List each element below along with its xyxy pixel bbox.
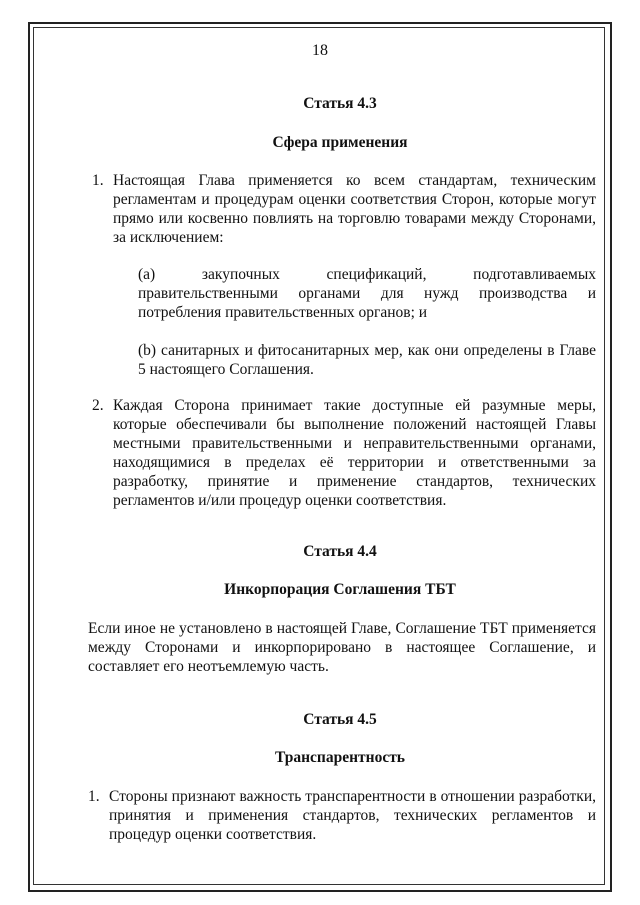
- article-4-5-paragraph-1: Стороны признают важность транспарентности в отношении разработки, принятия и применения стандартов, технических регламентов и процедур оценки соответствия.: [109, 788, 596, 843]
- article-4-3-paragraph-2: Каждая Сторона принимает такие доступные ей разумные меры, которые обеспечивали бы выполнение положений настоящей Главы местными правительственными и неправительственными органами, находящимися в пределах её территории и ответственными за разработку, принятие и применение стандартов, технических регламентов и/или процедур оценки соответствия.: [113, 397, 596, 509]
- article-4-4-paragraph: Если иное не установлено в настоящей Главе, Соглашение ТБТ применяется между Сторонами и инкорпорировано в настоящее Соглашение, и составляет его неотъемлемую часть.: [88, 620, 596, 675]
- subitem-b: (b) санитарных и фитосанитарных мер, как они определены в Главе 5 настоящего Соглашения.: [138, 342, 596, 378]
- item-number: 1.: [88, 788, 100, 805]
- article-4-5-subtitle: Транспарентность: [274, 749, 406, 766]
- subitem-a: (a) закупочных спецификаций, подготавливаемых правительственными органами для нужд производства и потребления правительственных органов; и: [138, 266, 596, 321]
- article-4-3-subtitle: Сфера применения: [272, 134, 408, 151]
- article-4-4-title: Статья 4.4: [303, 543, 377, 560]
- item-number: 2.: [92, 397, 104, 414]
- article-4-5-title: Статья 4.5: [303, 711, 377, 728]
- item-number: 1.: [92, 172, 104, 189]
- article-4-3-title: Статья 4.3: [303, 95, 377, 112]
- article-4-3-paragraph-1: Настоящая Глава применяется ко всем стандартам, техническим регламентам и процедурам оценки соответствия Сторон, которые могут прямо или косвенно повлиять на торговлю товарами между Сторонами, за исключением:: [113, 172, 596, 246]
- page-number: 18: [312, 42, 328, 59]
- article-4-4-subtitle: Инкорпорация Соглашения ТБТ: [224, 581, 456, 598]
